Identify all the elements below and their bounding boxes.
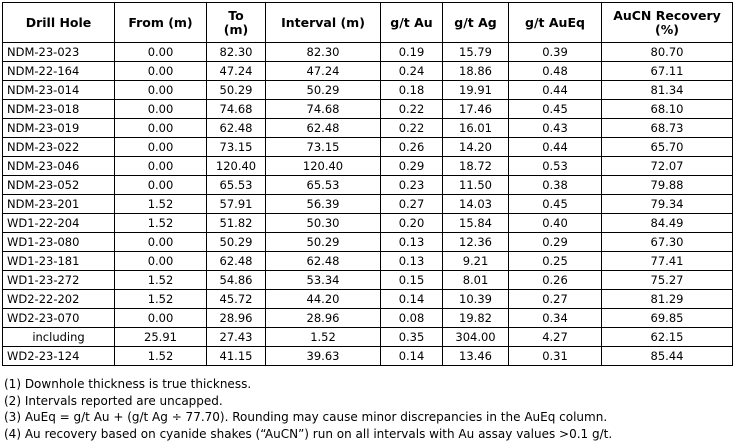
cell-aucn-recovery: 67.11 (602, 62, 733, 81)
cell-interval: 53.34 (266, 271, 381, 290)
cell-ag: 15.84 (443, 214, 509, 233)
cell-ag: 9.21 (443, 252, 509, 271)
cell-au: 0.18 (381, 81, 443, 100)
cell-au: 0.29 (381, 157, 443, 176)
cell-drill-hole: NDM-23-046 (3, 157, 115, 176)
table-row (3, 157, 733, 176)
cell-au: 0.35 (381, 328, 443, 347)
table-row (3, 119, 733, 138)
cell-to: 57.91 (207, 195, 266, 214)
cell-drill-hole: NDM-23-018 (3, 100, 115, 119)
cell-au: 0.14 (381, 290, 443, 309)
cell-to: 82.30 (207, 43, 266, 62)
cell-aueq: 0.45 (509, 100, 602, 119)
cell-drill-hole: WD1-22-204 (3, 214, 115, 233)
cell-to: 73.15 (207, 138, 266, 157)
table-row (3, 309, 733, 328)
table-row (3, 290, 733, 309)
cell-au: 0.20 (381, 214, 443, 233)
cell-aucn-recovery: 85.44 (602, 347, 733, 366)
table-row (3, 176, 733, 195)
header-row (3, 3, 733, 43)
cell-aueq: 0.43 (509, 119, 602, 138)
cell-au: 0.22 (381, 119, 443, 138)
table-row (3, 43, 733, 62)
cell-drill-hole: NDM-23-022 (3, 138, 115, 157)
cell-drill-hole: WD2-22-202 (3, 290, 115, 309)
cell-aueq: 0.38 (509, 176, 602, 195)
cell-aucn-recovery: 67.30 (602, 233, 733, 252)
cell-drill-hole: including (3, 328, 115, 347)
footnote-1: (1) Downhole thickness is true thickness. (4, 377, 252, 391)
cell-au: 0.27 (381, 195, 443, 214)
cell-from: 0.00 (115, 138, 207, 157)
cell-from: 1.52 (115, 271, 207, 290)
cell-aueq: 0.31 (509, 347, 602, 366)
table-row (3, 62, 733, 81)
cell-aueq: 0.34 (509, 309, 602, 328)
cell-ag: 10.39 (443, 290, 509, 309)
table-row (3, 81, 733, 100)
cell-to: 62.48 (207, 252, 266, 271)
cell-from: 0.00 (115, 309, 207, 328)
cell-interval: 56.39 (266, 195, 381, 214)
cell-au: 0.13 (381, 252, 443, 271)
cell-interval: 50.29 (266, 81, 381, 100)
cell-aueq: 0.39 (509, 43, 602, 62)
cell-ag: 304.00 (443, 328, 509, 347)
cell-aucn-recovery: 81.34 (602, 81, 733, 100)
cell-drill-hole: NDM-22-164 (3, 62, 115, 81)
cell-aueq: 0.44 (509, 81, 602, 100)
column-header-aucn-recovery: AuCN Recovery (%) (602, 3, 733, 43)
cell-interval: 62.48 (266, 252, 381, 271)
cell-ag: 18.72 (443, 157, 509, 176)
cell-au: 0.23 (381, 176, 443, 195)
cell-from: 25.91 (115, 328, 207, 347)
column-header-drill-hole: Drill Hole (3, 3, 115, 43)
cell-aucn-recovery: 75.27 (602, 271, 733, 290)
cell-from: 0.00 (115, 233, 207, 252)
cell-from: 1.52 (115, 214, 207, 233)
cell-interval: 1.52 (266, 328, 381, 347)
cell-interval: 28.96 (266, 309, 381, 328)
cell-aueq: 4.27 (509, 328, 602, 347)
cell-aucn-recovery: 72.07 (602, 157, 733, 176)
cell-drill-hole: NDM-23-052 (3, 176, 115, 195)
cell-au: 0.08 (381, 309, 443, 328)
cell-drill-hole: NDM-23-019 (3, 119, 115, 138)
cell-interval: 65.53 (266, 176, 381, 195)
cell-aucn-recovery: 62.15 (602, 328, 733, 347)
cell-to: 120.40 (207, 157, 266, 176)
cell-ag: 8.01 (443, 271, 509, 290)
column-header-ag: g/t Ag (443, 3, 509, 43)
table-row (3, 195, 733, 214)
cell-drill-hole: WD1-23-272 (3, 271, 115, 290)
cell-ag: 14.03 (443, 195, 509, 214)
cell-to: 28.96 (207, 309, 266, 328)
cell-to: 50.29 (207, 81, 266, 100)
cell-aueq: 0.29 (509, 233, 602, 252)
cell-to: 41.15 (207, 347, 266, 366)
cell-au: 0.22 (381, 100, 443, 119)
footnote-3: (3) AuEq = g/t Au + (g/t Ag ÷ 77.70). Rounding may cause minor discrepancies in the AuEq column. (4, 410, 608, 424)
cell-aueq: 0.27 (509, 290, 602, 309)
cell-aucn-recovery: 79.34 (602, 195, 733, 214)
cell-aueq: 0.45 (509, 195, 602, 214)
cell-ag: 12.36 (443, 233, 509, 252)
cell-drill-hole: NDM-23-201 (3, 195, 115, 214)
table-body (3, 43, 733, 366)
cell-aueq: 0.40 (509, 214, 602, 233)
cell-ag: 11.50 (443, 176, 509, 195)
cell-drill-hole: WD1-23-181 (3, 252, 115, 271)
table-row (3, 271, 733, 290)
cell-from: 0.00 (115, 81, 207, 100)
cell-au: 0.13 (381, 233, 443, 252)
cell-to: 50.29 (207, 233, 266, 252)
column-header-from: From (m) (115, 3, 207, 43)
cell-to: 51.82 (207, 214, 266, 233)
cell-aueq: 0.53 (509, 157, 602, 176)
cell-ag: 14.20 (443, 138, 509, 157)
footnote-4: (4) Au recovery based on cyanide shakes (“AuCN”) run on all intervals with Au assay values >0.1 g/t. (4, 426, 613, 441)
table-row (3, 252, 733, 271)
cell-aucn-recovery: 79.88 (602, 176, 733, 195)
cell-ag: 15.79 (443, 43, 509, 62)
cell-interval: 47.24 (266, 62, 381, 81)
cell-au: 0.15 (381, 271, 443, 290)
cell-from: 0.00 (115, 43, 207, 62)
cell-ag: 18.86 (443, 62, 509, 81)
cell-interval: 44.20 (266, 290, 381, 309)
cell-ag: 16.01 (443, 119, 509, 138)
cell-au: 0.26 (381, 138, 443, 157)
footnotes (4, 376, 738, 442)
cell-ag: 19.82 (443, 309, 509, 328)
cell-drill-hole: WD1-23-080 (3, 233, 115, 252)
cell-to: 74.68 (207, 100, 266, 119)
cell-interval: 50.29 (266, 233, 381, 252)
cell-aueq: 0.48 (509, 62, 602, 81)
cell-to: 27.43 (207, 328, 266, 347)
footnote-2: (2) Intervals reported are uncapped. (4, 393, 223, 408)
cell-from: 1.52 (115, 290, 207, 309)
cell-drill-hole: NDM-23-014 (3, 81, 115, 100)
table-row (3, 214, 733, 233)
drill-results-table-container (2, 2, 732, 366)
drill-results-table (2, 2, 733, 366)
cell-to: 65.53 (207, 176, 266, 195)
cell-from: 0.00 (115, 176, 207, 195)
cell-aucn-recovery: 77.41 (602, 252, 733, 271)
cell-aueq: 0.25 (509, 252, 602, 271)
table-row (3, 328, 733, 347)
cell-au: 0.14 (381, 347, 443, 366)
column-header-interval: Interval (m) (266, 3, 381, 43)
cell-ag: 19.91 (443, 81, 509, 100)
cell-to: 45.72 (207, 290, 266, 309)
column-header-to: To (m) (207, 3, 266, 43)
cell-from: 1.52 (115, 347, 207, 366)
cell-aueq: 0.26 (509, 271, 602, 290)
cell-drill-hole: WD2-23-070 (3, 309, 115, 328)
cell-aucn-recovery: 80.70 (602, 43, 733, 62)
table-row (3, 347, 733, 366)
cell-ag: 13.46 (443, 347, 509, 366)
cell-interval: 120.40 (266, 157, 381, 176)
cell-from: 0.00 (115, 100, 207, 119)
cell-interval: 50.30 (266, 214, 381, 233)
cell-au: 0.19 (381, 43, 443, 62)
cell-from: 1.52 (115, 195, 207, 214)
cell-aucn-recovery: 65.70 (602, 138, 733, 157)
cell-drill-hole: WD2-23-124 (3, 347, 115, 366)
cell-ag: 17.46 (443, 100, 509, 119)
cell-to: 62.48 (207, 119, 266, 138)
cell-aucn-recovery: 68.10 (602, 100, 733, 119)
table-row (3, 233, 733, 252)
cell-drill-hole: NDM-23-023 (3, 43, 115, 62)
cell-aucn-recovery: 84.49 (602, 214, 733, 233)
cell-from: 0.00 (115, 157, 207, 176)
cell-to: 54.86 (207, 271, 266, 290)
cell-aucn-recovery: 69.85 (602, 309, 733, 328)
cell-from: 0.00 (115, 119, 207, 138)
table-row (3, 100, 733, 119)
cell-aucn-recovery: 81.29 (602, 290, 733, 309)
cell-aueq: 0.44 (509, 138, 602, 157)
table-header (3, 3, 733, 43)
cell-interval: 82.30 (266, 43, 381, 62)
cell-to: 47.24 (207, 62, 266, 81)
cell-from: 0.00 (115, 62, 207, 81)
cell-from: 0.00 (115, 252, 207, 271)
cell-au: 0.24 (381, 62, 443, 81)
column-header-au: g/t Au (381, 3, 443, 43)
cell-interval: 62.48 (266, 119, 381, 138)
cell-aucn-recovery: 68.73 (602, 119, 733, 138)
cell-interval: 39.63 (266, 347, 381, 366)
table-row (3, 138, 733, 157)
cell-interval: 74.68 (266, 100, 381, 119)
column-header-aueq: g/t AuEq (509, 3, 602, 43)
cell-interval: 73.15 (266, 138, 381, 157)
